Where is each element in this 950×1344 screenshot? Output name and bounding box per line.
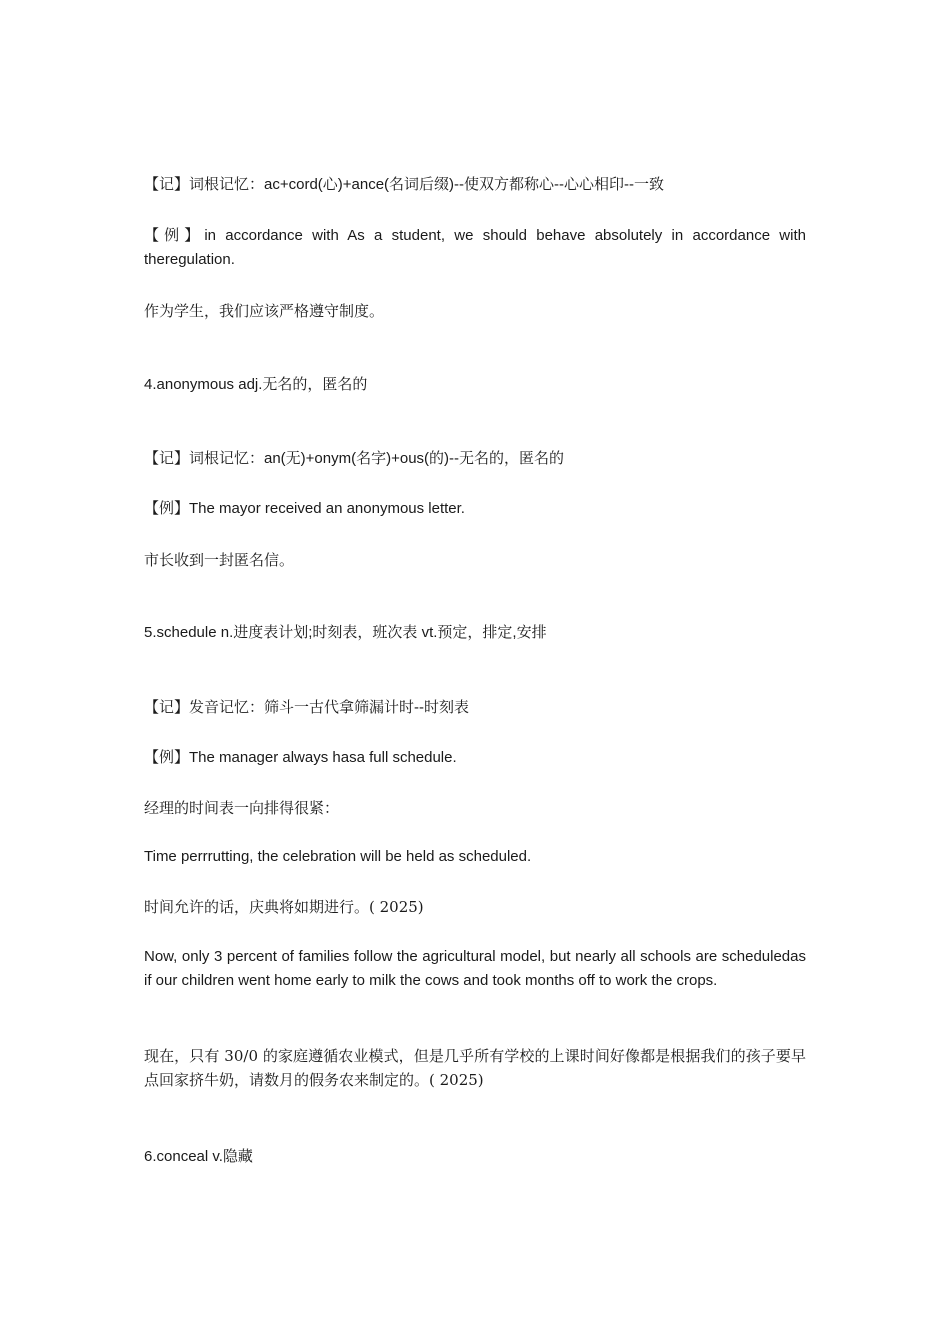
example-schedule-3: Now, only 3 percent of families follow the agricultural model, but nearly all schools are scheduledas if our children went home early to milk the cows and took months off to work the crops. xyxy=(144,948,806,989)
translation-schedule-3: 现在，只有 30/0 的家庭遵循农业模式，但是几乎所有学校的上课时间好像都是根据我们的孩子要早点回家挤牛奶，请数月的假务农来制定的。( 2025) xyxy=(144,1047,806,1089)
example-anonymous: 【例】The mayor received an anonymous letter. xyxy=(144,500,465,517)
example-accordance: 【例】in accordance with As a student, we should behave absolutely in accordance with theregulation. xyxy=(144,227,806,268)
document-page xyxy=(144,0,806,1344)
example-schedule-2: Time perrrutting, the celebration will be held as scheduled. xyxy=(144,848,532,865)
translation-schedule: 经理的时间表一向排得很紧： xyxy=(144,799,340,817)
translation-accordance: 作为学生，我们应该严格遵守制度。 xyxy=(144,302,385,320)
translation-schedule-2: 时间允许的话，庆典将如期进行。( 2025) xyxy=(144,898,424,916)
memory-note-anonymous: 【记】词根记忆：an(无)+onym(名字)+ous(的)--无名的，匿名的 xyxy=(144,450,565,467)
memory-note-schedule: 【记】发音记忆：筛斗一古代拿筛漏计时--时刻表 xyxy=(144,699,469,716)
memory-note-accordance: 【记】词根记忆：ac+cord(心)+ance(名词后缀)--使双方都称心--心心相印--一致 xyxy=(144,176,665,193)
entry-conceal: 6.conceal v.隐藏 xyxy=(144,1148,253,1165)
translation-anonymous: 市长收到一封匿名信。 xyxy=(144,551,295,569)
example-schedule: 【例】The manager always hasa full schedule. xyxy=(144,749,457,766)
entry-schedule: 5.schedule n.进度表计划;时刻表，班次表 vt.预定，排定,安排 xyxy=(144,624,547,641)
entry-anonymous: 4.anonymous adj.无名的，匿名的 xyxy=(144,376,368,393)
